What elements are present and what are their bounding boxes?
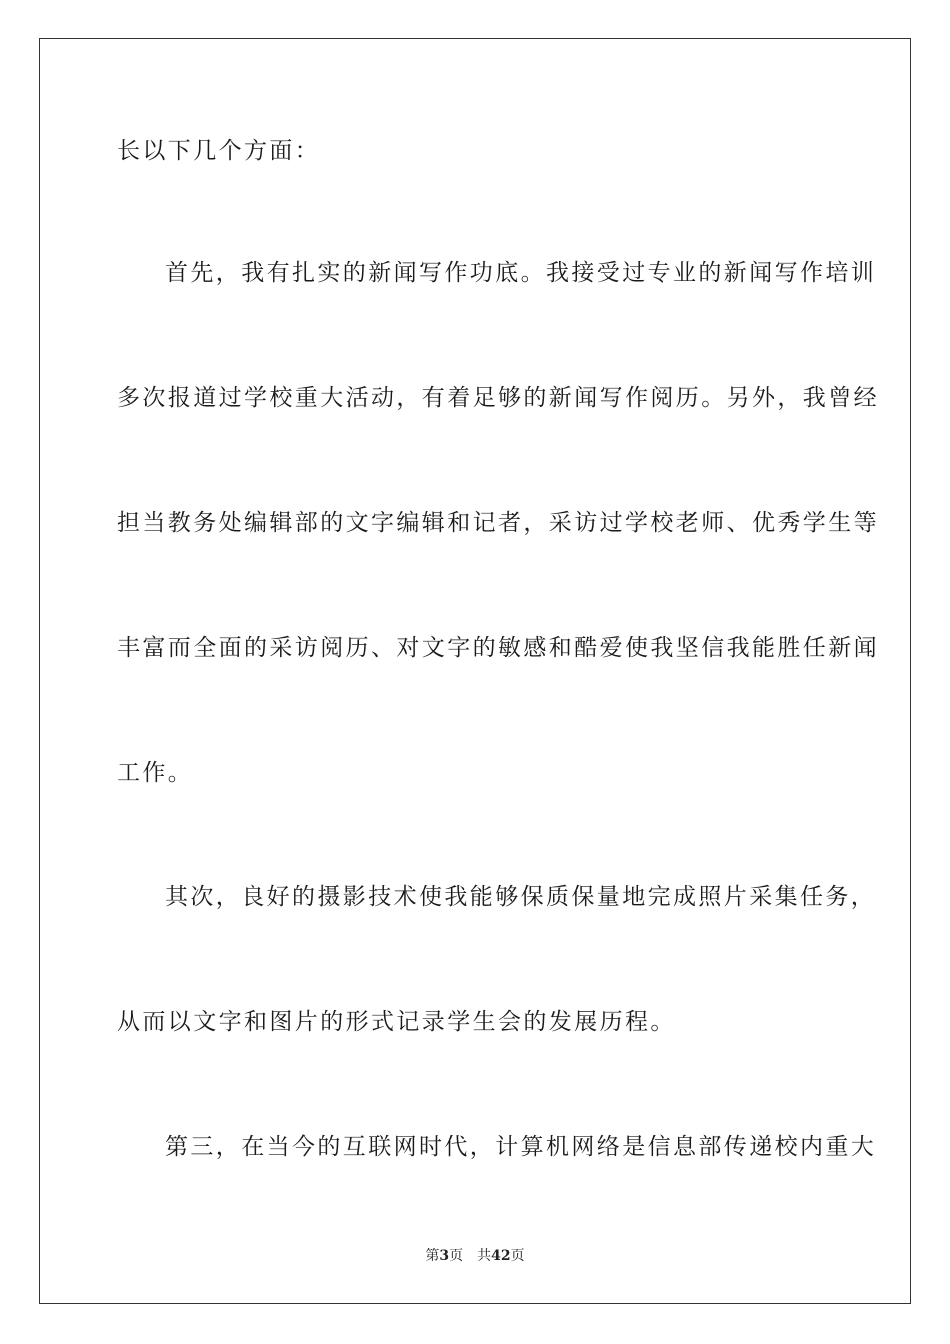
body-line-3: 多次报道过学校重大活动，有着足够的新闻写作阅历。另外，我曾经 bbox=[117, 385, 879, 411]
body-line-7: 其次，良好的摄影技术使我能够保质保量地完成照片采集任务， bbox=[165, 884, 877, 910]
total-suffix: 页 bbox=[510, 1248, 525, 1264]
body-line-6: 工作。 bbox=[117, 760, 194, 786]
total-prefix: 共 bbox=[477, 1248, 492, 1264]
page-number: 3 bbox=[439, 1248, 450, 1264]
body-line-9: 第三，在当今的互联网时代，计算机网络是信息部传递校内重大 bbox=[165, 1134, 877, 1160]
page-frame bbox=[39, 38, 911, 1304]
page-footer bbox=[0, 1247, 950, 1265]
body-line-2: 首先，我有扎实的新闻写作功底。我接受过专业的新闻写作培训 bbox=[165, 260, 877, 286]
body-line-1: 长以下几个方面： bbox=[117, 138, 321, 164]
page-prefix: 第 bbox=[425, 1248, 440, 1264]
total-pages: 42 bbox=[491, 1248, 511, 1264]
body-line-4: 担当教务处编辑部的文字编辑和记者，采访过学校老师、优秀学生等 bbox=[117, 510, 879, 536]
body-line-8: 从而以文字和图片的形式记录学生会的发展历程。 bbox=[117, 1009, 676, 1035]
body-line-5: 丰富而全面的采访阅历、对文字的敏感和酷爱使我坚信我能胜任新闻 bbox=[117, 635, 879, 661]
page-suffix: 页 bbox=[449, 1248, 464, 1264]
